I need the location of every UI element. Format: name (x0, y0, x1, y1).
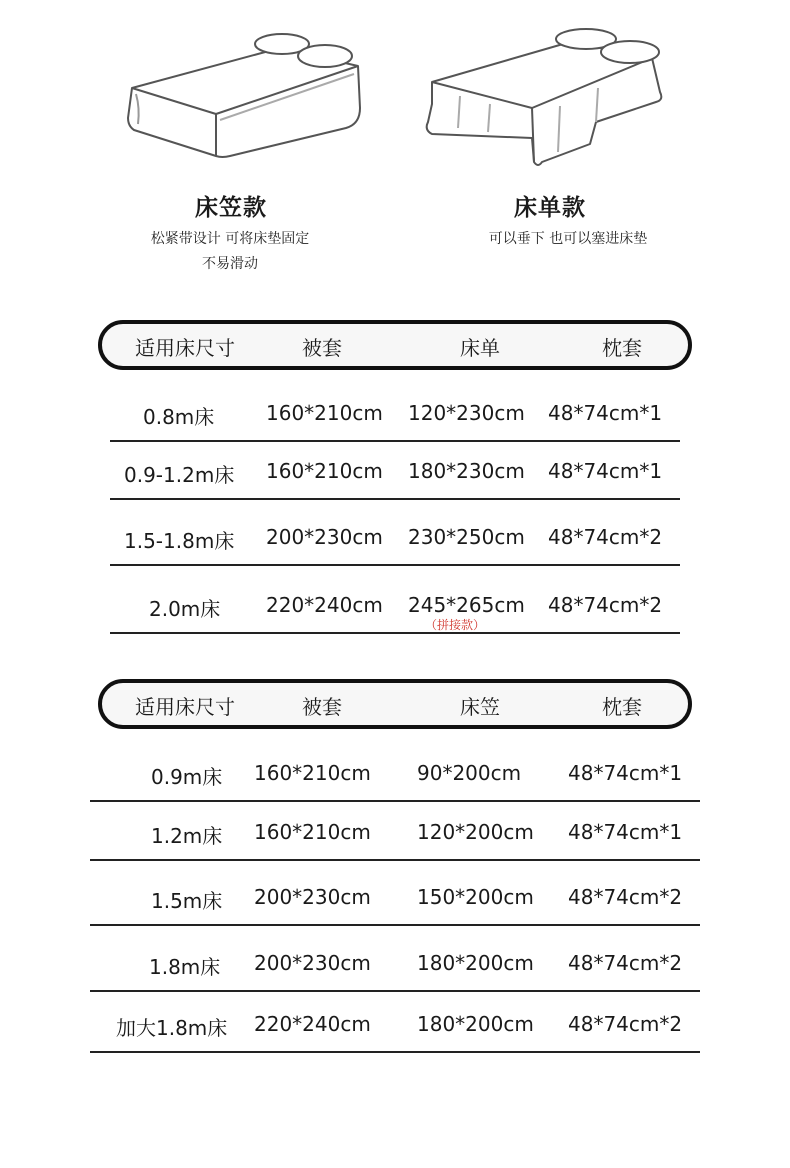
table2-header-size: 适用床尺寸 (135, 695, 235, 719)
table-cell: 180*200cm (417, 951, 534, 975)
table-cell: 200*230cm (266, 525, 383, 549)
table-cell: 48*74cm*2 (568, 1012, 683, 1036)
table-cell: 200*230cm (254, 951, 371, 975)
table-cell: 1.5m床 (151, 889, 223, 913)
table-cell: 加大1.8m床 (116, 1016, 228, 1040)
flat-style-desc (438, 227, 698, 252)
flat-style-title: 床单款 (514, 195, 586, 221)
table-cell: 160*210cm (254, 820, 371, 844)
table-cell: 160*210cm (266, 459, 383, 483)
table-cell: 0.9m床 (151, 765, 223, 789)
table-cell: 2.0m床 (149, 597, 221, 621)
row-divider (90, 924, 700, 926)
table-cell: 160*210cm (266, 401, 383, 425)
table-cell: 48*74cm*1 (548, 401, 663, 425)
table2-header-duvet: 被套 (302, 695, 342, 719)
table1-header-sheet: 床单 (460, 336, 500, 360)
flat-desc-line1: 可以垂下 也可以塞进床垫 (488, 231, 648, 247)
table-cell: 48*74cm*1 (548, 459, 663, 483)
table-cell: 160*210cm (254, 761, 371, 785)
table-cell: 1.2m床 (151, 824, 223, 848)
table1-header-duvet: 被套 (302, 336, 342, 360)
row-divider (110, 564, 680, 566)
table-cell: 150*200cm (417, 885, 534, 909)
table-cell: 1.5-1.8m床 (124, 529, 235, 553)
table-cell: 180*230cm (408, 459, 525, 483)
table-cell: 0.8m床 (143, 405, 215, 429)
table2-header (98, 679, 692, 729)
table2-header-pillow: 枕套 (602, 695, 642, 719)
table-cell: 245*265cm (408, 593, 525, 617)
table-cell: 120*230cm (408, 401, 525, 425)
row-divider (110, 632, 680, 634)
table-cell: 200*230cm (254, 885, 371, 909)
row-divider (90, 800, 700, 802)
flat-sheet-bed-icon (420, 26, 680, 176)
table-cell: 1.8m床 (149, 955, 221, 979)
table1-header-size: 适用床尺寸 (135, 336, 235, 360)
fitted-style-desc (100, 227, 360, 277)
table-cell: 48*74cm*2 (548, 525, 663, 549)
table1-header-pillow: 枕套 (602, 336, 642, 360)
table-cell: 48*74cm*1 (568, 761, 683, 785)
table-cell: 48*74cm*2 (568, 885, 683, 909)
table-cell: 230*250cm (408, 525, 525, 549)
table2-header-fitted: 床笠 (460, 695, 500, 719)
table-cell: 120*200cm (417, 820, 534, 844)
table-cell: 220*240cm (254, 1012, 371, 1036)
table-cell: 0.9-1.2m床 (124, 463, 235, 487)
row-divider (110, 498, 680, 500)
fitted-bed-icon (120, 28, 370, 168)
fitted-desc-line2: 不易滑动 (202, 256, 258, 272)
table-cell: 48*74cm*2 (548, 593, 663, 617)
row-divider (90, 859, 700, 861)
table-cell: 180*200cm (417, 1012, 534, 1036)
row-divider (90, 990, 700, 992)
row-divider (90, 1051, 700, 1053)
fitted-style-title: 床笠款 (195, 195, 267, 221)
row-divider (110, 440, 680, 442)
table-cell: 90*200cm (417, 761, 522, 785)
table-cell: 48*74cm*2 (568, 951, 683, 975)
splice-note: （拼接款） (425, 618, 486, 632)
table1-header (98, 320, 692, 370)
fitted-desc-line1: 松紧带设计 可将床垫固定 (150, 231, 310, 247)
table-cell: 48*74cm*1 (568, 820, 683, 844)
table-cell: 220*240cm (266, 593, 383, 617)
